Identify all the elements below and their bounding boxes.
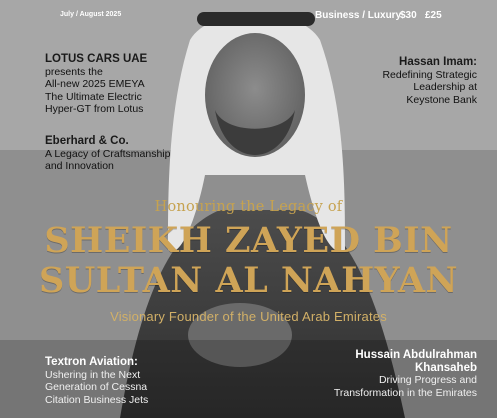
blurb-hussain-title-1: Hussain Abdulrahman [355,349,477,361]
feature-headline-line-1: SHEIKH ZAYED BIN [44,220,453,261]
blurb-textron-line-2: Generation of Cessna [45,381,148,393]
feature-headline-line-2: SULTAN AL NAHYAN [38,260,459,301]
price-usd: $30 [400,10,417,21]
feature-kicker: Honouring the Legacy of [154,199,343,215]
blurb-hassan-title: Hassan Imam: [399,56,477,68]
blurb-lotus [45,53,215,116]
blurb-eberhard-line-1: A Legacy of Craftsmanship [45,147,171,160]
top-bar [0,8,497,26]
blurb-hassan-line-3: Keystone Bank [406,93,477,106]
blurb-lotus-line-4: Hyper-GT from Lotus [45,103,144,115]
blurb-lotus-line-1: presents the [45,65,103,78]
blurb-lotus-title: LOTUS CARS UAE [45,53,148,65]
blurb-lotus-line-3: The Ultimate Electric [45,90,142,103]
blurb-hussain-line-1: Driving Progress and [378,374,477,386]
blurb-hussain-title-2: Khansaheb [415,361,477,374]
blurb-hassan-line-2: Leadership at [413,81,477,93]
feature-subtitle: Visionary Founder of the United Arab Emirates [110,309,387,324]
blurb-eberhard [45,135,220,173]
blurb-textron-title: Textron Aviation: [45,356,138,368]
blurb-textron-line-1: Ushering in the Next [45,368,141,381]
blurb-lotus-line-2: All-new 2025 EMEYA [45,78,145,90]
issue-date: July / August 2025 [60,11,122,18]
price-gbp: £25 [425,10,442,21]
blurb-eberhard-title: Eberhard & Co. [45,135,129,147]
blurb-textron [45,356,185,406]
blurb-eberhard-line-2: and Innovation [45,160,114,172]
section-label: Business / Luxury [315,10,402,21]
blurb-hassan-line-1: Redefining Strategic [382,68,477,81]
blurb-hassan [327,56,477,106]
blurb-textron-line-3: Citation Business Jets [45,393,149,406]
blurb-hussain [302,349,477,399]
blurb-hussain-line-2: Transformation in the Emirates [333,386,477,399]
